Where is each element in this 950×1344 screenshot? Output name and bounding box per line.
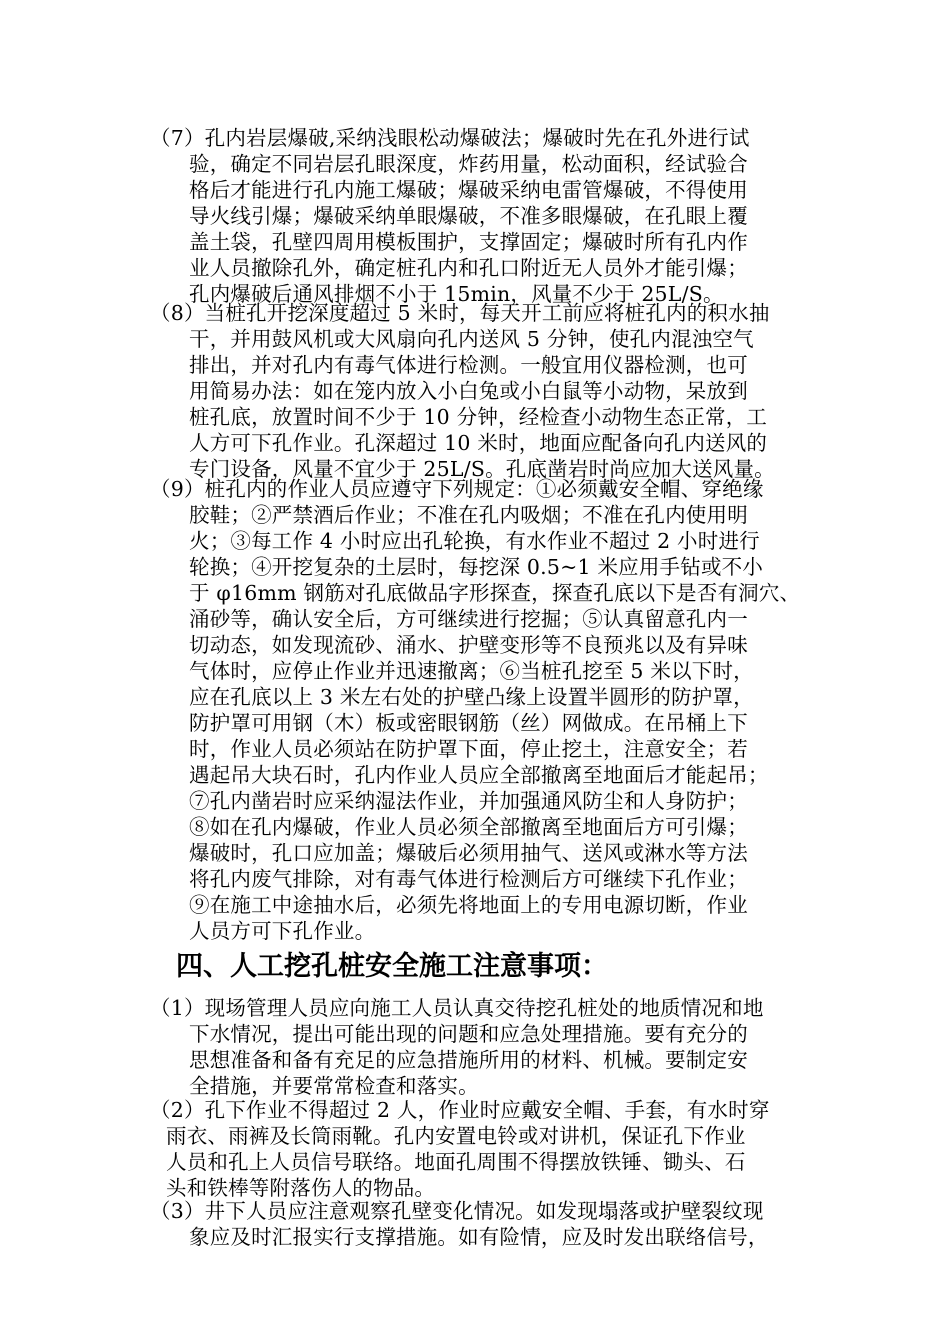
text-line: 全措施，并要常常检查和落实。 (189, 1074, 479, 1098)
text-line: 验，确定不同岩层孔眼深度，炸药用量，松动面积，经试验合 (189, 152, 748, 176)
text-line: 雨衣、雨裤及长筒雨靴。孔内安置电铃或对讲机，保证孔下作业 (166, 1124, 746, 1148)
text-line: 用简易办法：如在笼内放入小白兔或小白鼠等小动物，呆放到 (189, 379, 748, 403)
text-line: 人员和孔上人员信号联络。地面孔周围不得摆放铁锤、锄头、石 (166, 1150, 746, 1174)
text-line: （3）井下人员应注意观察孔壁变化情况。如发现塌落或护壁裂纹现 (150, 1199, 764, 1223)
text-line: 轮换；④开挖复杂的土层时，每挖深 0.5~1 米应用手钻或不小 (189, 555, 764, 579)
text-line: 遇起吊大块石时，孔内作业人员应全部撤离至地面后才能起吊； (189, 763, 769, 787)
text-line: ⑦孔内凿岩时应采纳湿法作业，并加强通风防尘和人身防护； (189, 789, 748, 813)
text-line: 时，作业人员必须站在防护罩下面，停止挖土，注意安全；若 (189, 737, 748, 761)
text-line: 业人员撤除孔外，确定桩孔内和孔口附近无人员外才能引爆； (189, 256, 748, 280)
text-line: ⑧如在孔内爆破，作业人员必须全部撤离至地面后方可引爆； (189, 815, 748, 839)
text-line: 人方可下孔作业。孔深超过 10 米时，地面应配备向孔内送风的 (189, 431, 768, 455)
text-line: 象应及时汇报实行支撑措施。如有险情，应及时发出联络信号， (189, 1225, 769, 1249)
text-line: 胶鞋；②严禁酒后作业；不准在孔内吸烟；不准在孔内使用明 (189, 503, 748, 527)
text-line: 导火线引爆；爆破采纳单眼爆破，不准多眼爆破，在孔眼上覆 (189, 204, 748, 228)
section-heading: 四、人工挖孔桩安全施工注意事项： (176, 951, 608, 982)
text-line: 干，并用鼓风机或大风扇向孔内送风 5 分钟，使孔内混浊空气 (189, 327, 754, 351)
text-line: 思想准备和备有充足的应急措施所用的材料、机械。要制定安 (189, 1048, 748, 1072)
text-line: ⑨在施工中途抽水后，必须先将地面上的专用电源切断，作业 (189, 893, 748, 917)
text-line: 专门设备，风量不宜少于 25L/S。孔底凿岩时尚应加大送风量。 (189, 457, 775, 481)
text-line: 盖土袋，孔壁四周用模板围护，支撑固定；爆破时所有孔内作 (189, 230, 748, 254)
text-line: （9）桩孔内的作业人员应遵守下列规定：①必须戴安全帽、穿绝缘 (150, 477, 764, 501)
text-line: （7）孔内岩层爆破,采纳浅眼松动爆破法；爆破时先在孔外进行试 (150, 126, 750, 150)
text-line: 切动态，如发现流砂、涌水、护壁变形等不良预兆以及有异味 (189, 633, 748, 657)
text-line: 爆破时，孔口应加盖；爆破后必须用抽气、送风或淋水等方法 (189, 841, 748, 865)
text-line: 人员方可下孔作业。 (189, 919, 376, 943)
text-line: 涌砂等，确认安全后，方可继续进行挖掘；⑤认真留意孔内一 (189, 607, 748, 631)
text-line: 气体时，应停止作业并迅速撤离；⑥当桩孔挖至 5 米以下时， (189, 659, 754, 683)
text-line: 防护罩可用钢（木）板或密眼钢筋（丝）网做成。在吊桶上下 (189, 711, 748, 735)
text-line: 排出，并对孔内有毒气体进行检测。一般宜用仪器检测，也可 (189, 353, 748, 377)
text-line: （2）孔下作业不得超过 2 人，作业时应戴安全帽、手套，有水时穿 (150, 1098, 770, 1122)
text-line: 孔内爆破后通风排烟不小于 15min，风量不少于 25L/S。 (189, 282, 724, 306)
text-line: 头和铁棒等附落伤人的物品。 (166, 1176, 436, 1200)
text-line: （1）现场管理人员应向施工人员认真交待挖孔桩处的地质情况和地 (150, 996, 764, 1020)
text-line: 格后才能进行孔内施工爆破；爆破采纳电雷管爆破，不得使用 (189, 178, 748, 202)
text-line: 于 φ16mm 钢筋对孔底做品字形探查，探查孔底以下是否有洞穴、 (189, 581, 801, 605)
text-line: 将孔内废气排除，对有毒气体进行检测后方可继续下孔作业； (189, 867, 748, 891)
text-line: 火；③每工作 4 小时应出孔轮换，有水作业不超过 2 小时进行 (189, 529, 760, 553)
text-line: 桩孔底，放置时间不少于 10 分钟，经检查小动物生态正常，工 (189, 405, 768, 429)
text-line: （8）当桩孔开挖深度超过 5 米时，每天开工前应将桩孔内的积水抽 (150, 301, 770, 325)
text-line: 应在孔底以上 3 米左右处的护壁凸缘上设置半圆形的防护罩， (189, 685, 754, 709)
text-line: 下水情况，提出可能出现的问题和应急处理措施。要有充分的 (189, 1022, 748, 1046)
